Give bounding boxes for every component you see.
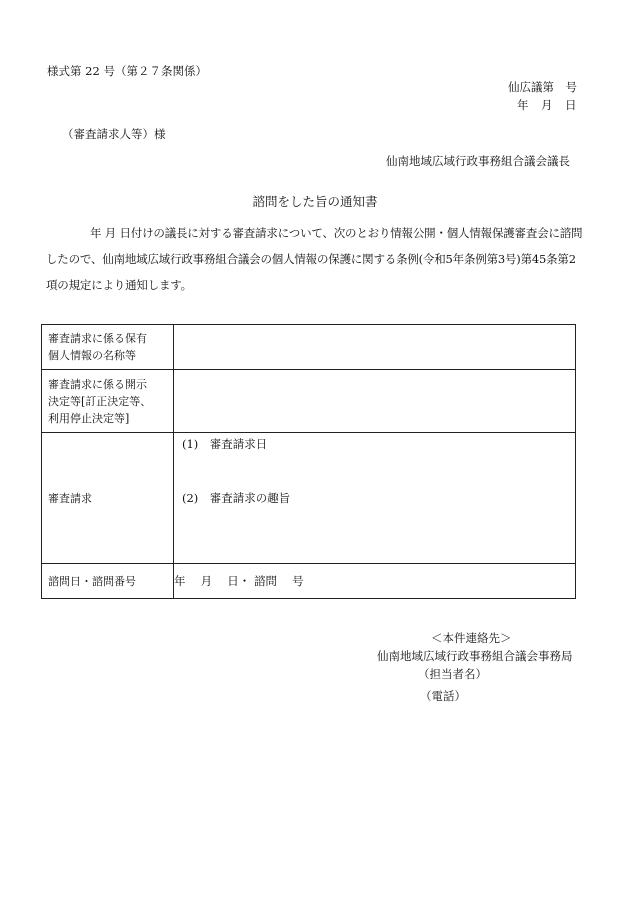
document-title: 諮問をした旨の通知書: [252, 194, 378, 209]
contact-person: （担当者名）: [418, 667, 487, 681]
recipient: （審査請求人等）様: [62, 127, 166, 141]
table-row-holding-info: [42, 325, 576, 370]
disclosure-decision-value[interactable]: [174, 370, 576, 433]
contact-heading: ＜本件連絡先＞: [431, 631, 512, 645]
body-paragraph: [46, 220, 584, 298]
body-text: 年 月 日付けの議長に対する審査請求について、次のとおり情報公開・個人情報保護審査会に諮問したので、仙南地域広域行政事務組合議会の個人情報の保護に関する条例(令和5年条例第3号)第45条第2項の規定により通知します。: [46, 226, 583, 292]
holding-info-value[interactable]: [174, 325, 576, 370]
disclosure-decision-label-line1: 審査請求に係る開示: [48, 377, 147, 391]
table-row-disclosure-decision: [42, 370, 576, 433]
holding-info-label-line2: 個人情報の名称等: [48, 349, 136, 362]
table-row-inquiry: [42, 564, 576, 599]
info-table: [41, 324, 576, 599]
inquiry-value[interactable]: 年 月 日・ 諮問 号: [174, 564, 576, 599]
sender: 仙南地域広域行政事務組合議会議長: [386, 154, 570, 168]
table-row-request: [42, 433, 576, 564]
document-date: 年 月 日: [517, 98, 577, 112]
disclosure-decision-label: [42, 370, 174, 433]
contact-phone: （電話）: [420, 689, 466, 703]
request-value[interactable]: [174, 433, 576, 564]
inquiry-label: 諮問日・諮問番号: [42, 564, 174, 599]
holding-info-label-line1: 審査請求に係る保有: [48, 332, 147, 345]
holding-info-label: [42, 325, 174, 370]
disclosure-decision-label-line2: 決定等[訂正決定等、: [48, 394, 152, 408]
contact-office: 仙南地域広域行政事務組合議会事務局: [377, 649, 573, 663]
request-purpose-item: (2) 審査請求の趣旨: [182, 491, 291, 505]
form-number: 様式第 22 号（第２７条関係）: [47, 64, 207, 78]
request-label: 審査請求: [42, 433, 174, 564]
disclosure-decision-label-line3: 利用停止決定等]: [48, 411, 130, 425]
document-number: 仙広議第 号: [508, 80, 577, 94]
request-date-item: (1) 審査請求日: [182, 437, 268, 451]
